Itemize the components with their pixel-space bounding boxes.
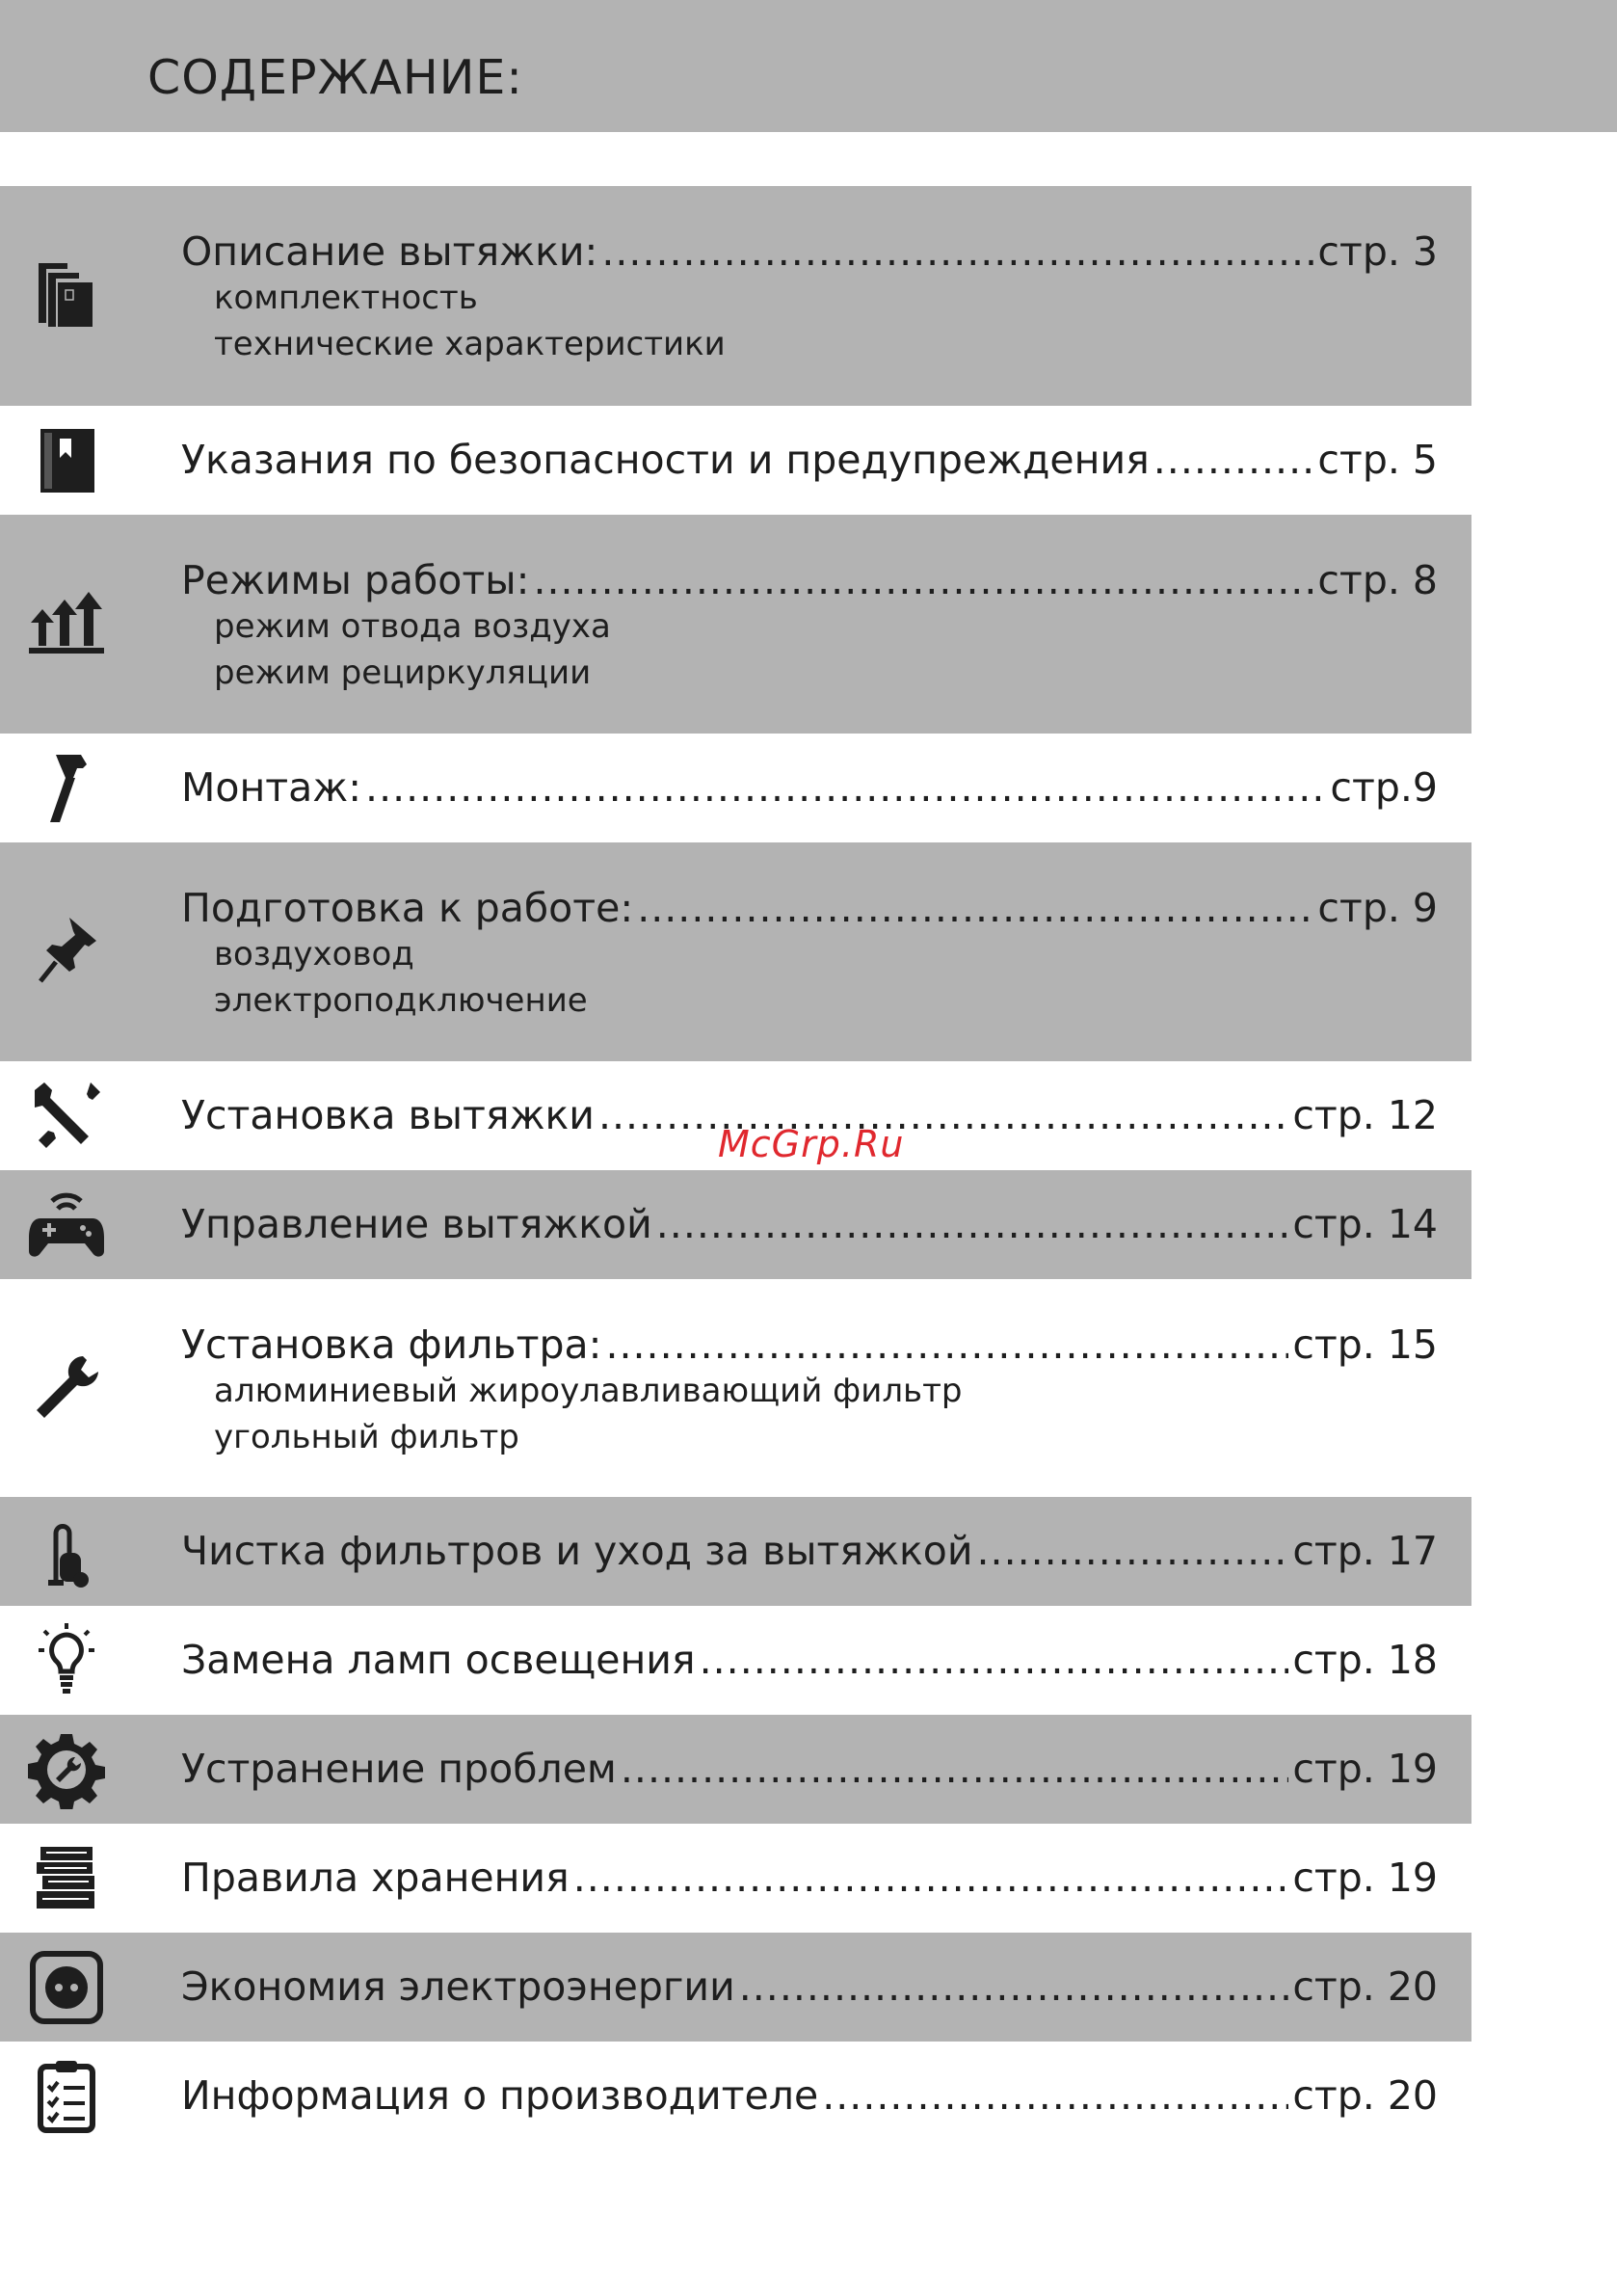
toc-row-control bbox=[0, 1170, 1471, 1279]
toc-entry-page: стр. 20 bbox=[1292, 2072, 1438, 2119]
toc-entry-line bbox=[181, 1744, 1438, 1794]
toc-entry-line bbox=[181, 883, 1438, 933]
toc-entry-title: Указания по безопасности и предупреждения bbox=[181, 437, 1150, 483]
toc-entry-page: стр. 9 bbox=[1317, 885, 1438, 931]
book-stack-icon bbox=[27, 1839, 106, 1918]
clipboard-checklist-icon bbox=[27, 2057, 106, 2136]
gamepad-wireless-icon bbox=[27, 1186, 106, 1265]
toc-row-description bbox=[0, 186, 1471, 406]
toc-row-safety bbox=[0, 406, 1471, 515]
toc-row-preparation bbox=[0, 842, 1471, 1061]
toc-entry-title: Информация о производителе bbox=[181, 2072, 819, 2119]
toc-subitem: угольный фильтр bbox=[214, 1418, 519, 1456]
toc-entry-title: Чистка фильтров и уход за вытяжкой bbox=[181, 1528, 973, 1574]
toc-entry-page: стр. 5 bbox=[1317, 437, 1438, 483]
toc-row-manufacturer bbox=[0, 2042, 1471, 2150]
up-arrows-icon bbox=[27, 584, 106, 663]
wrench-icon bbox=[27, 1348, 106, 1428]
toc-entry-line bbox=[181, 1320, 1438, 1370]
toc-entry-page: стр. 20 bbox=[1292, 1963, 1438, 2010]
header-band bbox=[0, 0, 1617, 132]
dot-leader bbox=[365, 762, 1326, 813]
manual-book-icon bbox=[27, 421, 106, 500]
toc-entry-title: Установка фильтра: bbox=[181, 1322, 602, 1368]
dot-leader bbox=[533, 555, 1313, 605]
page-title: СОДЕРЖАНИЕ: bbox=[147, 50, 523, 105]
toc-subitem: воздуховод bbox=[214, 935, 414, 974]
toc-row-troubleshooting bbox=[0, 1715, 1471, 1824]
toc-subitem: режим отвода воздуха bbox=[214, 607, 611, 646]
dot-leader bbox=[598, 1090, 1288, 1140]
toc-entry-line bbox=[181, 1526, 1438, 1576]
dot-leader bbox=[605, 1320, 1288, 1370]
toc-row-storage bbox=[0, 1824, 1471, 1933]
toc-subitem: комплектность bbox=[214, 279, 478, 317]
toc-entry-title: Описание вытяжки: bbox=[181, 228, 598, 275]
dot-leader bbox=[601, 227, 1313, 277]
toc-entry-line bbox=[181, 227, 1438, 277]
toc-row-mounting bbox=[0, 734, 1471, 842]
toc-entry-title: Правила хранения bbox=[181, 1855, 570, 1901]
toc-entry-title: Установка вытяжки bbox=[181, 1092, 595, 1138]
toc-entry-line bbox=[181, 435, 1438, 485]
toc-entry-page: стр. 19 bbox=[1292, 1855, 1438, 1901]
toc-entry-page: стр. 3 bbox=[1317, 228, 1438, 275]
toc-entry-line bbox=[181, 555, 1438, 605]
watermark-text: McGrp.Ru bbox=[718, 1123, 905, 1165]
toc-entry-title: Подготовка к работе: bbox=[181, 885, 634, 931]
toc-row-modes bbox=[0, 515, 1471, 734]
toc-entry-title: Замена ламп освещения bbox=[181, 1637, 696, 1683]
dot-leader bbox=[656, 1199, 1289, 1249]
gear-wrench-icon bbox=[27, 1730, 106, 1809]
toc-entry-page: стр. 19 bbox=[1292, 1746, 1438, 1792]
lightbulb-icon bbox=[27, 1621, 106, 1700]
toc-entry-page: стр. 17 bbox=[1292, 1528, 1438, 1574]
toc-row-cleaning bbox=[0, 1497, 1471, 1606]
dot-leader bbox=[739, 1962, 1289, 2012]
toc-entry-line bbox=[181, 1635, 1438, 1685]
toc-entry-page: стр. 8 bbox=[1317, 557, 1438, 603]
toc-entry-title: Режимы работы: bbox=[181, 557, 530, 603]
pushpin-icon bbox=[27, 912, 106, 991]
dot-leader bbox=[573, 1853, 1289, 1903]
vacuum-cleaner-icon bbox=[27, 1512, 106, 1591]
hammer-icon bbox=[27, 749, 106, 828]
toc-entry-title: Экономия электроэнергии bbox=[181, 1963, 735, 2010]
toc-entry-line bbox=[181, 762, 1438, 813]
dot-leader bbox=[621, 1744, 1288, 1794]
toc-entry-page: стр.9 bbox=[1330, 764, 1438, 811]
toc-entry-line bbox=[181, 2070, 1438, 2121]
toc-entry-line bbox=[181, 1199, 1438, 1249]
dot-leader bbox=[637, 883, 1313, 933]
dot-leader bbox=[822, 2070, 1288, 2121]
books-icon bbox=[27, 255, 106, 334]
dot-leader bbox=[977, 1526, 1289, 1576]
toc-subitem: технические характеристики bbox=[214, 325, 726, 363]
toc-entry-page: стр. 12 bbox=[1292, 1092, 1438, 1138]
toc-entry-line bbox=[181, 1962, 1438, 2012]
toc-entry-page: стр. 18 bbox=[1292, 1637, 1438, 1683]
toc-row-lamps bbox=[0, 1606, 1471, 1715]
toc-entry-page: стр. 15 bbox=[1292, 1322, 1438, 1368]
toc-entry-title: Управление вытяжкой bbox=[181, 1201, 652, 1247]
dot-leader bbox=[1153, 435, 1314, 485]
toc-entry-line bbox=[181, 1853, 1438, 1903]
toc-subitem: электроподключение bbox=[214, 981, 588, 1020]
dot-leader bbox=[700, 1635, 1289, 1685]
power-socket-icon bbox=[27, 1948, 106, 2027]
toc-subitem: алюминиевый жироулавливающий фильтр bbox=[214, 1372, 963, 1410]
toc-subitem: режим рециркуляции bbox=[214, 654, 592, 692]
wrench-screwdriver-icon bbox=[27, 1077, 106, 1156]
toc-entry-page: стр. 14 bbox=[1292, 1201, 1438, 1247]
toc-row-energy bbox=[0, 1933, 1471, 2042]
toc-row-filter-install bbox=[0, 1279, 1471, 1497]
toc-entry-title: Монтаж: bbox=[181, 764, 362, 811]
toc-entry-title: Устранение проблем bbox=[181, 1746, 617, 1792]
